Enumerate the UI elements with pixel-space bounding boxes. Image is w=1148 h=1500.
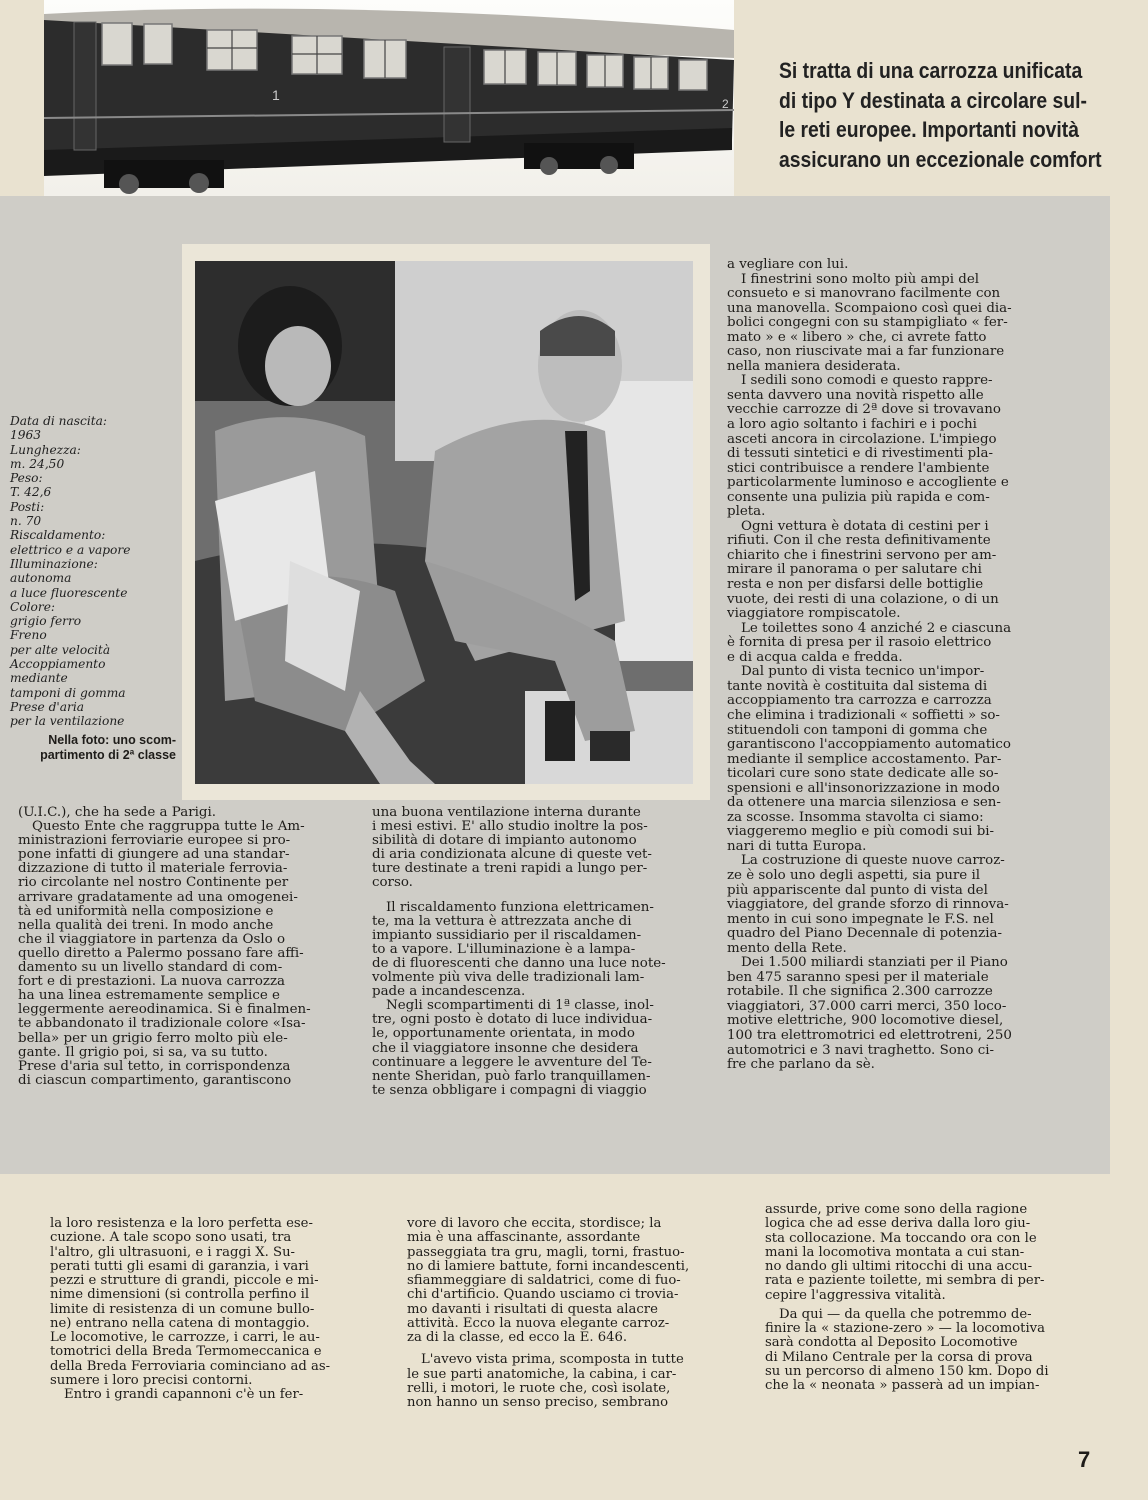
text-line: più appariscente dal punto di vista del: [727, 882, 988, 898]
page-number: 7: [1078, 1447, 1091, 1472]
text-line: i mesi estivi. E' allo studio inoltre la pos-: [372, 819, 648, 835]
spec-line: 1963: [10, 428, 42, 443]
text-line: rio circolante nel nostro Continente per: [18, 875, 289, 891]
passengers-illustration: [195, 261, 693, 784]
spec-line: Lunghezza:: [10, 442, 81, 457]
text-line: sta collocazione. Ma toccando ora con le: [765, 1230, 1037, 1246]
text-line: volmente più viva delle tradizionali lam-: [372, 970, 645, 986]
text-line: automotrici e 3 navi traghetto. Sono ci-: [727, 1042, 995, 1058]
text-line: mirare il panorama o per salutare chi: [727, 562, 982, 578]
text-line: stituendoli con tamponi di gomma che: [727, 722, 988, 738]
text-line: nime dimensioni (si controlla perfino il: [50, 1287, 310, 1303]
text-line: le sue parti anatomiche, la cabina, i car-: [407, 1366, 677, 1382]
spec-line: Riscaldamento:: [10, 528, 106, 543]
headline-line: di tipo Y destinata a circolare sul-: [779, 87, 1087, 113]
text-line: nella maniera desiderata.: [727, 358, 901, 374]
text-line: quello diretto a Palermo possano fare affi-: [18, 945, 304, 961]
text-line: de di fluorescenti che danno una luce note-: [372, 955, 666, 971]
spec-line: elettrico e a vapore: [10, 542, 131, 557]
text-line: te senza obbligare i compagni di viaggio: [372, 1082, 647, 1098]
text-line: spensioni e all'insonorizzazione in modo: [727, 780, 1000, 796]
headline-line: le reti europee. Importanti novità: [779, 117, 1079, 142]
text-line: viaggiatori, 37.000 carri merci, 350 loco-: [727, 998, 1007, 1014]
spec-line: Colore:: [10, 599, 56, 614]
text-line: vore di lavoro che eccita, stordisce; la: [407, 1216, 662, 1231]
text-line: che la « neonata » passerà ad un impian-: [765, 1378, 1040, 1393]
bottom-column-1: [50, 1217, 380, 1402]
text-line: consente una pulizia più rapida e com-: [727, 489, 990, 505]
text-line: ture destinate a treni rapidi a lungo per-: [372, 861, 648, 877]
spec-line: autonoma: [10, 571, 72, 586]
text-line: relli, i motori, le ruote che, così isolate,: [407, 1380, 671, 1396]
text-line: della Breda Ferroviaria cominciano ad as-: [50, 1358, 331, 1374]
text-line: I finestrini sono molto più ampi del: [741, 271, 980, 287]
headline-line: assicurano un eccezionale comfort: [779, 146, 1102, 172]
text-line: di Milano Centrale per la corsa di prova: [765, 1349, 1033, 1365]
text-line: pone infatti di giungere ad una standar-: [18, 847, 290, 863]
text-line: bolici congegni con su stampigliato « fer-: [727, 315, 1008, 331]
text-line: arrivare gradatamente ad una omogenei-: [18, 889, 298, 905]
text-line: Entro i grandi capannoni c'è un fer-: [64, 1387, 304, 1402]
text-line: a vegliare con lui.: [727, 257, 849, 272]
text-line: vecchie carrozze di 2ª dove si trovavano: [727, 402, 1001, 418]
text-line: particolarmente luminoso e accogliente e: [727, 475, 1009, 491]
text-line: senta davvero una novità rispetto alle: [727, 387, 984, 403]
text-line: rifiuti. Con il che resta definitivamente: [727, 533, 991, 549]
text-line: la loro resistenza e la loro perfetta ese-: [50, 1216, 313, 1231]
text-line: motive elettriche, 900 locomotive diesel,: [727, 1013, 1004, 1029]
spec-line: per alte velocità: [10, 642, 111, 657]
photo-caption-line: Nella foto: uno scom-: [48, 733, 176, 747]
text-line: (U.I.C.), che ha sede a Parigi.: [18, 805, 216, 820]
text-line: e di acqua calda e fredda.: [727, 649, 903, 665]
text-line: da ottenere una marcia silenziosa e sen-: [727, 795, 1001, 811]
text-line: tà ed uniformità nella composizione e: [18, 903, 274, 919]
text-line: impianto sussidiario per il riscaldamen-: [372, 927, 642, 943]
text-line: fre che parlano da sè.: [727, 1057, 875, 1073]
spec-line: Illuminazione:: [10, 556, 98, 571]
text-line: su un percorso di almeno 150 km. Dopo di: [765, 1363, 1049, 1379]
text-line: pezzi e strutture di grandi, piccole e mi-: [50, 1273, 319, 1288]
text-line: damento su un livello standard di com-: [18, 960, 283, 976]
article-column-right: [727, 258, 1079, 1073]
text-line: passeggiata tra gru, magli, torni, frastuo-: [407, 1244, 685, 1260]
text-line: sumere i loro precisi contorni.: [50, 1372, 253, 1388]
text-line: sfiammeggiare di saldatrici, come di fuo-: [407, 1273, 681, 1288]
spec-line: m. 24,50: [10, 456, 65, 471]
bottom-column-2: [407, 1217, 737, 1410]
text-line: mediante il semplice accostamento. Par-: [727, 751, 1002, 767]
text-line: te abbandonato il tradizionale colore «Isa-: [18, 1016, 306, 1032]
bottom-column-3: [765, 1203, 1095, 1393]
text-line: perati tutti gli esami di garanzia, i vari: [50, 1258, 309, 1274]
spec-line: Posti:: [10, 499, 45, 514]
text-line: pade a incandescenza.: [372, 984, 526, 1000]
spec-line: a luce fluorescente: [10, 585, 128, 600]
text-line: nari di tutta Europa.: [727, 838, 867, 854]
text-line: pleta.: [727, 504, 766, 520]
text-line: mato » e « libero » che, ci avrete fatto: [727, 329, 987, 345]
text-line: te, ma la vettura è attrezzata anche di: [372, 913, 632, 929]
headline-caption: [779, 56, 1106, 174]
text-line: mia è una affascinante, assordante: [407, 1230, 641, 1246]
text-line: to a vapore. L'illuminazione è a lampa-: [372, 941, 636, 957]
text-line: finire la « stazione-zero » — la locomotiva: [765, 1321, 1045, 1336]
text-line: di aria condizionata alcune di queste vet-: [372, 847, 652, 863]
text-line: ben 475 saranno spesi per il materiale: [727, 969, 989, 985]
text-line: corso.: [372, 875, 413, 891]
text-line: gante. Il grigio poi, si sa, va su tutto.: [18, 1044, 268, 1060]
spec-line: mediante: [10, 671, 68, 686]
text-line: mento della Rete.: [727, 940, 847, 956]
text-line: Dal punto di vista tecnico un'impor-: [741, 664, 985, 680]
text-line: continuare a leggere le avventure del Te-: [372, 1054, 652, 1070]
text-line: ha una linea estremamente semplice e: [18, 988, 280, 1004]
text-line: le, opportunamente orientata, in modo: [372, 1026, 635, 1042]
text-line: Da qui — da quella che potremmo de-: [779, 1306, 1032, 1322]
text-line: di tessuti sintetici e di rivestimenti pla-: [727, 446, 994, 462]
text-line: 100 tra elettromotrici ed elettrotreni, 250: [727, 1027, 1012, 1043]
text-line: che elimina i tradizionali « soffietti » so-: [727, 707, 1000, 723]
spec-line: Freno: [10, 628, 47, 643]
train-carriage-photo: [44, 0, 734, 196]
text-line: viaggiatore, del grande sforzo di rinnova-: [727, 897, 1009, 913]
specs-list: [10, 414, 180, 729]
text-line: chi d'artificio. Quando usciamo ci trovia-: [407, 1287, 679, 1303]
spec-line: Accoppiamento: [10, 657, 106, 672]
text-line: assurde, prive come sono della ragione: [765, 1202, 1028, 1217]
text-line: è fornita di presa per il rasoio elettrico: [727, 635, 992, 651]
train-carriage-illustration: [44, 0, 734, 196]
text-line: vuote, dei resti di una colazione, o di un: [727, 591, 999, 607]
text-line: I sedili sono comodi e questo rappre-: [741, 373, 993, 389]
text-line: no dando gli ultimi ritocchi di una accu-: [765, 1259, 1033, 1274]
photo-caption: [4, 733, 176, 763]
text-line: una buona ventilazione interna durante: [372, 805, 641, 820]
text-line: Prese d'aria sul tetto, in corrispondenza: [18, 1058, 291, 1074]
text-line: rata e paziente toilette, mi sembra di per-: [765, 1273, 1045, 1289]
text-line: viaggiatore rompiscatole.: [727, 606, 901, 622]
photo-caption-line: partimento di 2ª classe: [40, 748, 176, 762]
text-line: mani la locomotiva montata a cui stan-: [765, 1244, 1025, 1260]
text-line: ministrazioni ferroviarie europee si pro-: [18, 833, 291, 849]
text-line: ticolari cure sono state dedicate alle so-: [727, 766, 999, 782]
text-line: za scosse. Insomma stavolta ci siamo:: [727, 809, 984, 825]
text-line: a loro agio soltanto i fachiri e i pochi: [727, 417, 977, 433]
text-line: Il riscaldamento funziona elettricamen-: [386, 899, 654, 915]
spec-line: T. 42,6: [10, 485, 52, 500]
text-line: tomotrici della Breda Termomeccanica e: [50, 1344, 322, 1360]
text-line: mento in cui sono impegnate le F.S. nel: [727, 911, 994, 927]
text-line: La costruzione di queste nuove carroz-: [741, 853, 1005, 869]
text-line: chiarito che i finestrini servono per am-: [727, 547, 997, 563]
text-line: non hanno un senso preciso, sembrano: [407, 1395, 669, 1410]
text-line: nella qualità dei treni. In modo anche: [18, 917, 274, 933]
text-line: za di la classe, ed ecco la E. 646.: [407, 1330, 628, 1345]
passenger-compartment-photo: [182, 244, 710, 800]
text-line: logica che ad esse deriva dalla loro giu-: [765, 1216, 1031, 1232]
spec-line: n. 70: [10, 514, 42, 529]
text-line: tre, ogni posto è dotato di luce individua-: [372, 1012, 653, 1028]
headline-line: Si tratta di una carrozza unificata: [779, 58, 1083, 83]
text-line: nente Sheridan, può farlo tranquillamen-: [372, 1068, 651, 1084]
text-line: consueto e si manovrano facilmente con: [727, 286, 1001, 302]
text-line: viaggeremo meglio e più comodi sui bi-: [727, 824, 995, 840]
text-line: Dei 1.500 miliardi stanziati per il Piano: [741, 955, 1008, 971]
text-line: Le locomotive, le carrozze, i carri, le au-: [50, 1330, 320, 1345]
text-line: accoppiamento tra carrozza e carrozza: [727, 693, 992, 709]
text-line: asceti ancora in circolazione. L'impiego: [727, 431, 997, 447]
text-line: sibilità di dotare di impianto autonomo: [372, 833, 637, 849]
text-line: mo davanti i risultati di questa alacre: [407, 1301, 658, 1317]
text-line: limite di resistenza di un comune bullo-: [50, 1301, 315, 1317]
text-line: cuzione. A tale scopo sono usati, tra: [50, 1230, 292, 1246]
text-line: no di lamiere battute, forni incandescenti,: [407, 1258, 690, 1274]
article-column-middle: [372, 806, 724, 1098]
text-line: leggermente aereodinamica. Si è finalmen-: [18, 1002, 311, 1018]
text-line: che il viaggiatore insonne che desidera: [372, 1040, 639, 1056]
spec-line: tamponi di gomma: [10, 685, 126, 700]
text-line: di ciascun compartimento, garantiscono: [18, 1072, 292, 1088]
text-line: caso, non riuscivate mai a far funzionare: [727, 344, 1005, 360]
text-line: Negli scompartimenti di 1ª classe, inol-: [386, 998, 654, 1014]
text-line: dizzazione di tutto il materiale ferrovia-: [18, 861, 288, 877]
text-line: tante novità è costituita dal sistema di: [727, 678, 988, 694]
svg-text:2: 2: [722, 97, 729, 111]
spec-line: Prese d'aria: [10, 699, 84, 714]
text-line: l'altro, gli ultrasuoni, e i raggi X. Su-: [50, 1244, 296, 1260]
text-line: bella» per un grigio ferro molto più ele-: [18, 1030, 288, 1046]
text-line: rotabile. Il che significa 2.300 carrozze: [727, 984, 993, 1000]
text-line: che il viaggiatore in partenza da Oslo o: [18, 931, 286, 947]
text-line: ze è solo uno degli aspetti, sia pure il: [727, 867, 981, 883]
text-line: Ogni vettura è dotata di cestini per i: [741, 518, 989, 534]
text-line: resta e non per disfarsi delle bottiglie: [727, 577, 984, 593]
text-line: Le toilettes sono 4 anziché 2 e ciascuna: [741, 620, 1012, 636]
text-line: ne) entrano nella catena di montaggio.: [50, 1315, 310, 1331]
text-line: stici contribuisce a rendere l'ambiente: [727, 460, 990, 476]
text-line: garantiscono l'accoppiamento automatico: [727, 737, 1011, 753]
text-line: sarà condotta al Deposito Locomotive: [765, 1335, 1018, 1351]
text-line: quadro del Piano Decennale di potenzia-: [727, 926, 1003, 942]
text-line: cepire l'aggressiva vitalità.: [765, 1287, 946, 1303]
text-line: fort e di prestazioni. La nuova carrozza: [18, 974, 285, 990]
spec-line: Data di nascita:: [10, 414, 108, 428]
text-line: attività. Ecco la nuova elegante carroz-: [407, 1315, 670, 1331]
svg-text:1: 1: [272, 87, 280, 103]
spec-line: grigio ferro: [10, 614, 82, 629]
text-line: una manovella. Scompaiono così quei dia-: [727, 300, 1012, 316]
spec-line: Peso:: [10, 471, 43, 486]
spec-line: per la ventilazione: [10, 714, 125, 729]
article-column-left: [18, 806, 370, 1088]
text-line: L'avevo vista prima, scomposta in tutte: [421, 1352, 684, 1368]
text-line: Questo Ente che raggruppa tutte le Am-: [32, 819, 305, 835]
